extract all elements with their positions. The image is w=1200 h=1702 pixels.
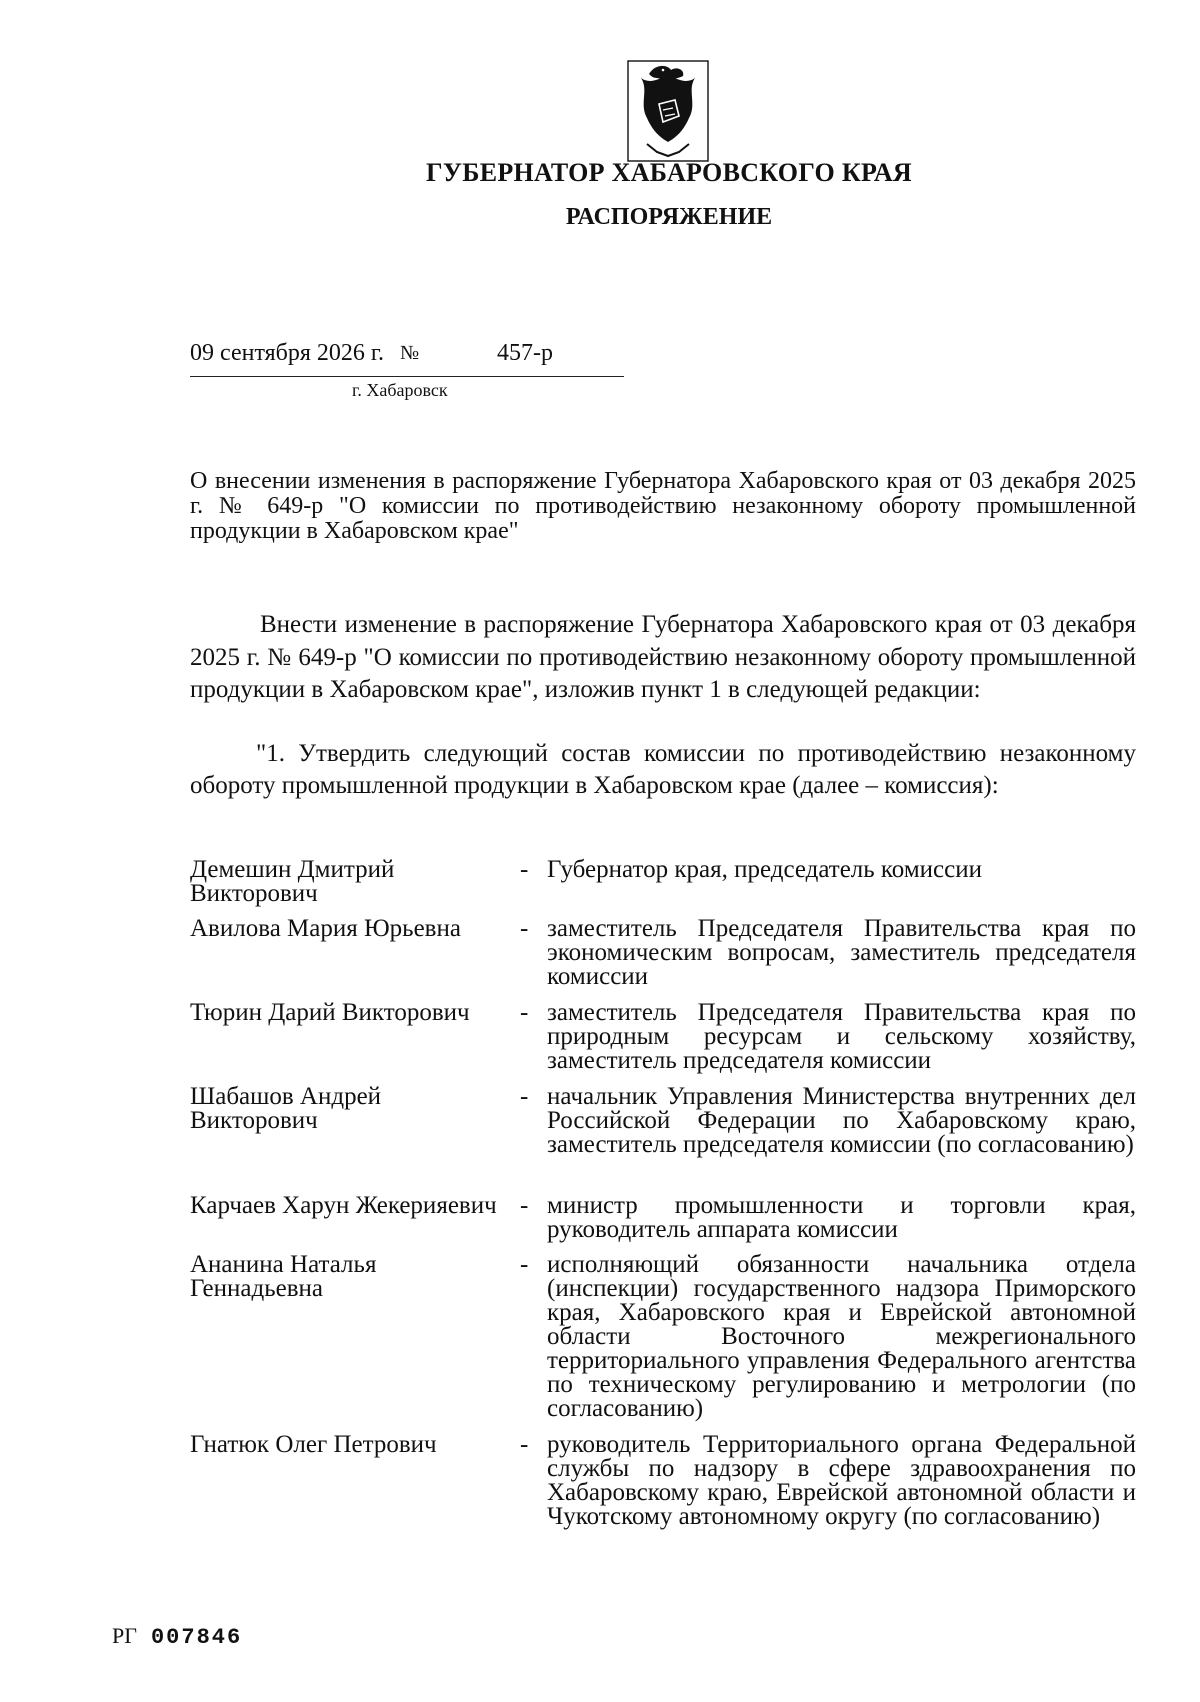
member-role: Губернатор края, председатель комиссии <box>547 856 982 883</box>
member-name: Ананина Наталья Геннадьевна <box>190 1251 377 1302</box>
member-name: Гнатюк Олег Петрович <box>190 1431 437 1458</box>
number-sign: № <box>400 342 420 364</box>
member-role: заместитель Председателя Правительства края по экономическим вопросам, заместитель председателя комиссии <box>547 915 1136 990</box>
coat-of-arms-emblem <box>627 60 709 162</box>
member-dash: - <box>520 1192 529 1219</box>
form-serial-number <box>112 1623 242 1650</box>
member-dash: - <box>520 1083 529 1110</box>
member-dash: - <box>520 915 529 942</box>
bear-shield-icon <box>627 60 709 162</box>
document-type-title: РАСПОРЯЖЕНИЕ <box>565 204 773 230</box>
issuer-title: ГУБЕРНАТОР ХАБАРОВСКОГО КРАЯ <box>425 158 912 187</box>
member-name: Карчаев Харун Жекерияевич <box>190 1192 497 1219</box>
member-role: исполняющий обязанности начальника отдела (инспекции) государственного надзора Приморского края, Хабаровского края и Еврейской автономной области Восточного межрегионального территориального управления Федерального агентства по техническому регулированию и метрологии (по согласованию) <box>547 1251 1136 1422</box>
document-subject: О внесении изменения в распоряжение Губернатора Хабаровского края от 03 декабря 2025 г. № 649-р "О комиссии по противодействию незаконному обороту промышленной продукции в Хабаровском крае" <box>190 468 1136 544</box>
member-role: руководитель Территориального органа Федеральной службы по надзору в сфере здравоохранения по Хабаровскому краю, Еврейской автономной области и Чукотскому автономному округу (по согласованию) <box>547 1431 1136 1530</box>
form-code: 007846 <box>150 1625 243 1650</box>
member-name: Демешин Дмитрий Викторович <box>190 856 395 907</box>
registration-line <box>190 340 624 377</box>
form-series: РГ <box>112 1623 137 1648</box>
member-role: заместитель Председателя Правительства края по природным ресурсам и сельскому хозяйству, заместитель председателя комиссии <box>547 999 1136 1074</box>
member-role: начальник Управления Министерства внутренних дел Российской Федерации по Хабаровскому краю, заместитель председателя комиссии (по согласованию) <box>547 1083 1136 1158</box>
member-role: министр промышленности и торговли края, руководитель аппарата комиссии <box>547 1192 1136 1243</box>
member-name: Шабашов Андрей Викторович <box>190 1083 382 1134</box>
member-name: Тюрин Дарий Викторович <box>190 999 470 1026</box>
document-city: г. Хабаровск <box>352 380 448 400</box>
body-paragraph-1: Внести изменение в распоряжение Губернатора Хабаровского края от 03 декабря 2025 г. № 649-р "О комиссии по противодействию незаконному обороту промышленной продукции в Хабаровском крае", изложив пункт 1 в следующей редакции: <box>190 611 1136 703</box>
member-dash: - <box>520 856 529 883</box>
member-dash: - <box>520 999 529 1026</box>
body-paragraph-2: "1. Утвердить следующий состав комиссии по противодействию незаконному обороту промышленной продукции в Хабаровском крае (далее – комиссия): <box>190 740 1136 799</box>
member-dash: - <box>520 1251 529 1278</box>
document-number: 457-р <box>497 340 553 366</box>
document-date: 09 сентября 2026 г. <box>190 340 385 366</box>
member-dash: - <box>520 1431 529 1458</box>
member-name: Авилова Мария Юрьевна <box>190 915 461 942</box>
